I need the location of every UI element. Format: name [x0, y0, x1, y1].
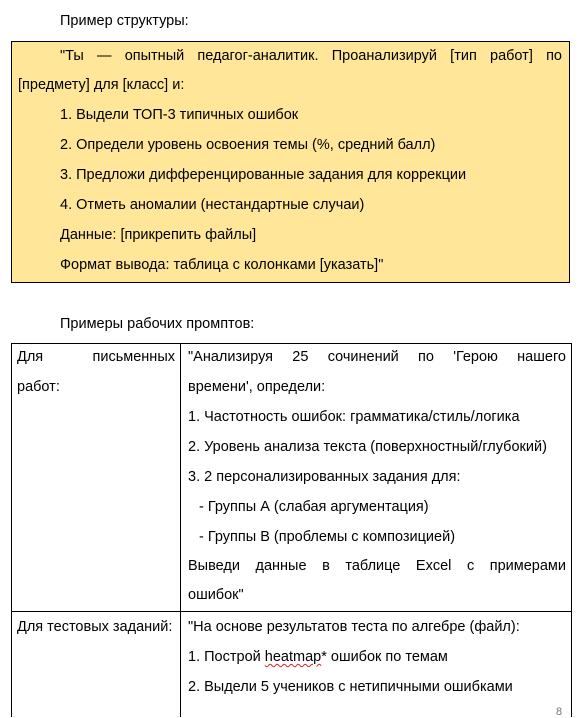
template-item-2: 2. Определи уровень освоения темы (%, средний балл)	[60, 137, 436, 153]
row1-label-line2: работ:	[17, 379, 60, 395]
row1-item-3: 3. 2 персонализированных задания для:	[188, 469, 461, 485]
table-border-top	[11, 343, 572, 344]
template-item-1: 1. Выдели ТОП-3 типичных ошибок	[60, 107, 299, 123]
structure-heading: Пример структуры:	[60, 13, 189, 29]
row1-subitem-a: - Группы А (слабая аргументация)	[199, 499, 429, 515]
row1-prompt-line1: "Анализируя 25 сочинений по 'Герою нашего	[188, 349, 566, 365]
spellcheck-word: heatmap	[264, 649, 322, 665]
row1-prompt-line2: времени', определи:	[188, 379, 326, 395]
table-column-divider	[180, 343, 181, 717]
template-line-1: "Ты — опытный педагог-аналитик. Проанализируй [тип работ] по	[60, 48, 562, 64]
table-border-left	[11, 343, 12, 717]
template-line-2: [предмету] для [класс] и:	[18, 77, 185, 93]
examples-table	[11, 343, 572, 717]
row2-item-1: 1. Построй heatmap* ошибок по темам	[188, 649, 448, 665]
row2-item-2: 2. Выдели 5 учеников с нетипичными ошибками	[188, 679, 513, 695]
row1-closing-line1: Выведи данные в таблице Excel с примерами	[188, 558, 566, 574]
prompt-template-box	[11, 41, 570, 283]
template-item-3: 3. Предложи дифференцированные задания для коррекции	[60, 167, 467, 183]
template-data-line: Данные: [прикрепить файлы]	[60, 227, 257, 243]
row1-closing-line2: ошибок"	[188, 587, 244, 603]
row1-label-line1: Для письменных	[17, 349, 175, 365]
examples-heading: Примеры рабочих промптов:	[60, 316, 255, 332]
page-number: 8	[556, 706, 563, 718]
table-border-right	[571, 343, 572, 717]
row2-prompt-line1: "На основе результатов теста по алгебре (файл):	[188, 619, 520, 635]
row2-label: Для тестовых заданий:	[17, 619, 173, 635]
table-row-divider	[11, 611, 572, 612]
row1-item-1: 1. Частотность ошибок: грамматика/стиль/логика	[188, 409, 520, 425]
template-format-line: Формат вывода: таблица с колонками [указать]"	[60, 257, 384, 273]
template-item-4: 4. Отметь аномалии (нестандартные случаи)	[60, 197, 365, 213]
row1-item-2: 2. Уровень анализа текста (поверхностный/глубокий)	[188, 439, 547, 455]
row1-subitem-b: - Группы B (проблемы с композицией)	[199, 529, 456, 545]
